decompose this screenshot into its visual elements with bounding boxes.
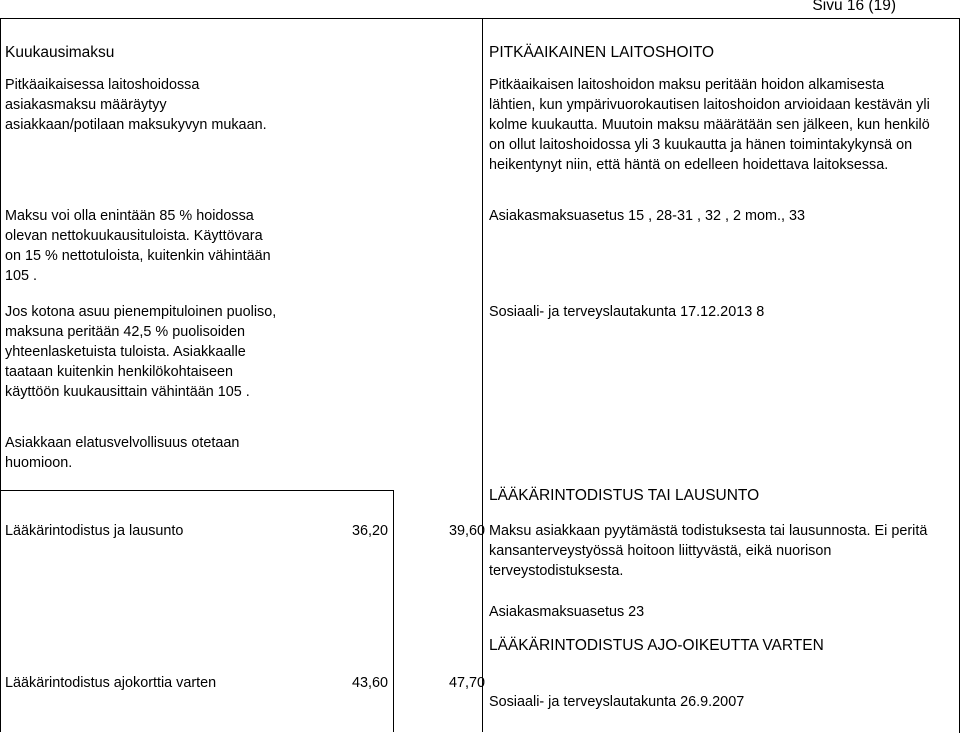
right-body-line: heikentynyt niin, että häntä on edelleen hoidettava laitoksessa. xyxy=(489,157,889,173)
right-reference: Sosiaali- ja terveyslautakunta 17.12.2013 8 xyxy=(489,304,765,320)
left-para1-line: on 15 % nettotuloista, kuitenkin vähintään xyxy=(5,248,271,264)
row-divider xyxy=(0,490,393,491)
column-divider-upper xyxy=(482,18,483,490)
row1-reference: Asiakasmaksuasetus 23 xyxy=(489,604,645,620)
row1-desc-line: kansanterveystyössä hoitoon liittyvästä, eikä nuorison xyxy=(489,543,832,559)
row2-value1: 43,60 xyxy=(351,675,388,691)
left-para1-line: 105 . xyxy=(5,268,38,284)
left-intro-line: asiakkaan/potilaan maksukyvyn mukaan. xyxy=(5,117,267,133)
right-title: PITKÄAIKAINEN LAITOSHOITO xyxy=(489,44,715,61)
row1-label: Lääkärintodistus ja lausunto xyxy=(5,523,184,539)
left-para3-line: huomioon. xyxy=(5,455,73,471)
left-para2-line: maksuna peritään 42,5 % puolisoiden xyxy=(5,324,246,340)
left-title: Kuukausimaksu xyxy=(5,44,115,61)
row1-heading: LÄÄKÄRINTODISTUS TAI LAUSUNTO xyxy=(489,487,760,504)
left-para3-line: Asiakkaan elatusvelvollisuus otetaan xyxy=(5,435,240,451)
row2-heading: LÄÄKÄRINTODISTUS AJO-OIKEUTTA VARTEN xyxy=(489,637,824,654)
left-para1-line: Maksu voi olla enintään 85 % hoidossa xyxy=(5,208,254,224)
column-divider-left-edge xyxy=(0,18,1,732)
left-para2-line: yhteenlasketuista tuloista. Asiakkaalle xyxy=(5,344,246,360)
row1-value2: 39,60 xyxy=(448,523,485,539)
left-para2-line: Jos kotona asuu pienempituloinen puoliso, xyxy=(5,304,277,320)
right-reference: Asiakasmaksuasetus 15 , 28-31 , 32 , 2 mom., 33 xyxy=(489,208,805,224)
left-para2-line: käyttöön kuukausittain vähintään 105 . xyxy=(5,384,250,400)
row2-label: Lääkärintodistus ajokorttia varten xyxy=(5,675,217,691)
row1-desc-line: terveystodistuksesta. xyxy=(489,563,624,579)
column-divider-value1 xyxy=(393,490,394,732)
row1-value1: 36,20 xyxy=(351,523,388,539)
left-para1-line: olevan nettokuukausituloista. Käyttövara xyxy=(5,228,263,244)
right-body-line: kolme kuukautta. Muutoin maksu määrätään sen jälkeen, kun henkilö xyxy=(489,117,930,133)
row2-value2: 47,70 xyxy=(448,675,485,691)
right-body-line: on ollut laitoshoidossa yli 3 kuukautta ja hänen toimintakykynsä on xyxy=(489,137,913,153)
right-body-line: lähtien, kun ympärivuorokautisen laitoshoidon arvioidaan kestävän yli xyxy=(489,97,930,113)
left-intro-line: asiakasmaksu määräytyy xyxy=(5,97,167,113)
left-para2-line: taataan kuitenkin henkilökohtaiseen xyxy=(5,364,234,380)
row1-desc-line: Maksu asiakkaan pyytämästä todistuksesta tai lausunnosta. Ei peritä xyxy=(489,523,928,539)
left-intro-line: Pitkäaikaisessa laitoshoidossa xyxy=(5,77,200,93)
page-number: Sivu 16 (19) xyxy=(812,0,896,14)
right-body-line: Pitkäaikaisen laitoshoidon maksu peritään hoidon alkamisesta xyxy=(489,77,885,93)
row2-reference: Sosiaali- ja terveyslautakunta 26.9.2007 xyxy=(489,694,745,710)
